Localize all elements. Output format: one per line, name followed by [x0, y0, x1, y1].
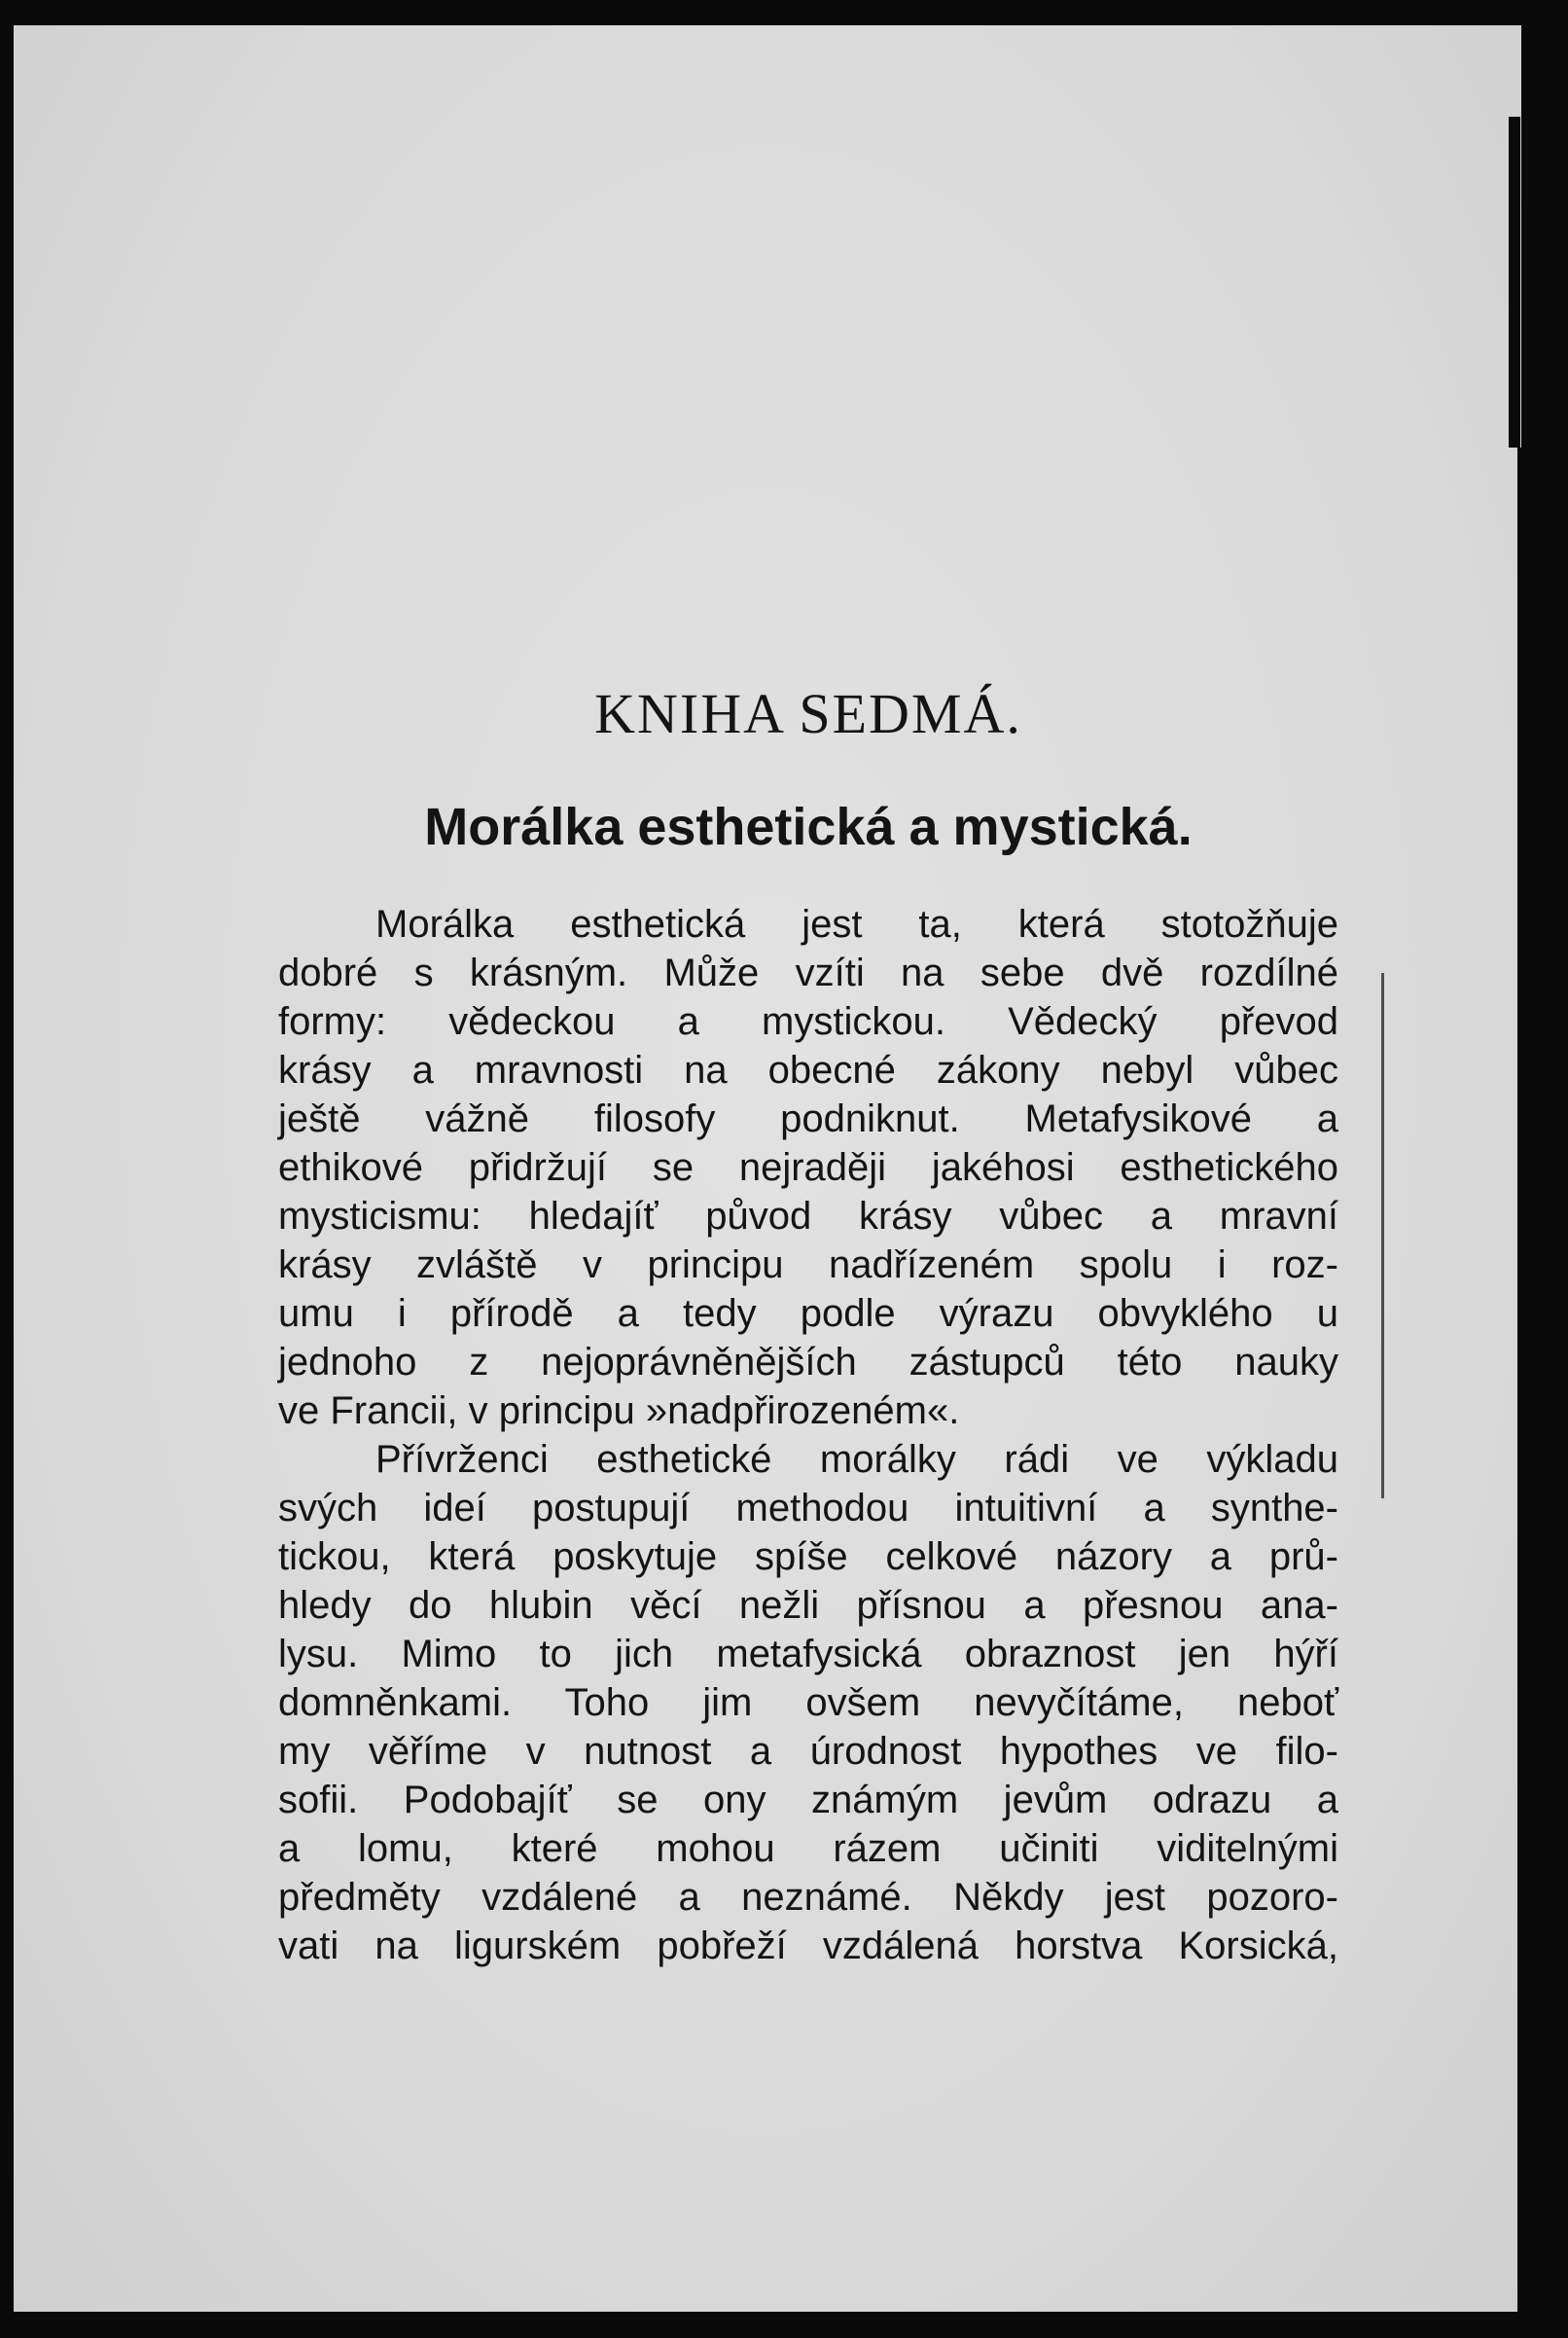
margin-mark — [1381, 973, 1384, 1498]
text-line: ethikové přidržují se nejraději jakéhosi esthetického — [278, 1146, 1338, 1189]
text-line: mysticismu: hledajíť původ krásy vůbec a mravní — [278, 1195, 1338, 1238]
paragraph-1 — [278, 900, 1338, 1435]
text-line: krásy zvláště v principu nadřízeném spolu i roz- — [278, 1243, 1338, 1286]
paragraph-2 — [278, 1435, 1338, 1970]
text-line: jednoho z nejoprávněnějších zástupců této nauky — [278, 1341, 1338, 1384]
binding-edge-upper — [1509, 117, 1520, 448]
text-line: dobré s krásným. Může vzíti na sebe dvě rozdílné — [278, 952, 1338, 994]
text-line: předměty vzdálené a neznámé. Někdy jest pozoro- — [278, 1876, 1338, 1919]
text-line: vati na ligurském pobřeží vzdálená horstva Korsická, — [278, 1924, 1338, 1967]
text-line: svých ideí postupují methodou intuitivní a synthe- — [278, 1487, 1338, 1529]
text-line: krásy a mravnosti na obecné zákony nebyl vůbec — [278, 1049, 1338, 1092]
text-line: Přívrženci esthetické morálky rádi ve výkladu — [375, 1438, 1338, 1481]
binding-edge-lower — [1517, 448, 1537, 2325]
text-line: umu i přírodě a tedy podle výrazu obvyklého u — [278, 1292, 1338, 1335]
text-line: a lomu, které mohou rázem učiniti viditelnými — [278, 1827, 1338, 1870]
text-line: tickou, která poskytuje spíše celkové názory a prů- — [278, 1535, 1338, 1578]
text-line: sofii. Podobajíť se ony známým jevům odrazu a — [278, 1779, 1338, 1821]
text-line: hledy do hlubin věcí nežli přísnou a přesnou ana- — [278, 1584, 1338, 1627]
text-line: lysu. Mimo to jich metafysická obraznost jen hýří — [278, 1633, 1338, 1675]
text-line: formy: vědeckou a mystickou. Vědecký převod — [278, 1000, 1338, 1043]
text-line: ještě vážně filosofy podniknut. Metafysikové a — [278, 1097, 1338, 1140]
text-line: my věříme v nutnost a úrodnost hypothes ve filo- — [278, 1730, 1338, 1773]
text-line: domněnkami. Toho jim ovšem nevyčítáme, neboť — [278, 1681, 1338, 1724]
text-block — [278, 681, 1338, 1970]
chapter-title: Morálka esthetická a mystická. — [424, 798, 1193, 856]
book-title: KNIHA SEDMÁ. — [594, 682, 1022, 745]
text-line: ve Francii, v principu »nadpřirozeném«. — [278, 1389, 960, 1432]
text-line: Morálka esthetická jest ta, která stotožňuje — [375, 903, 1338, 946]
